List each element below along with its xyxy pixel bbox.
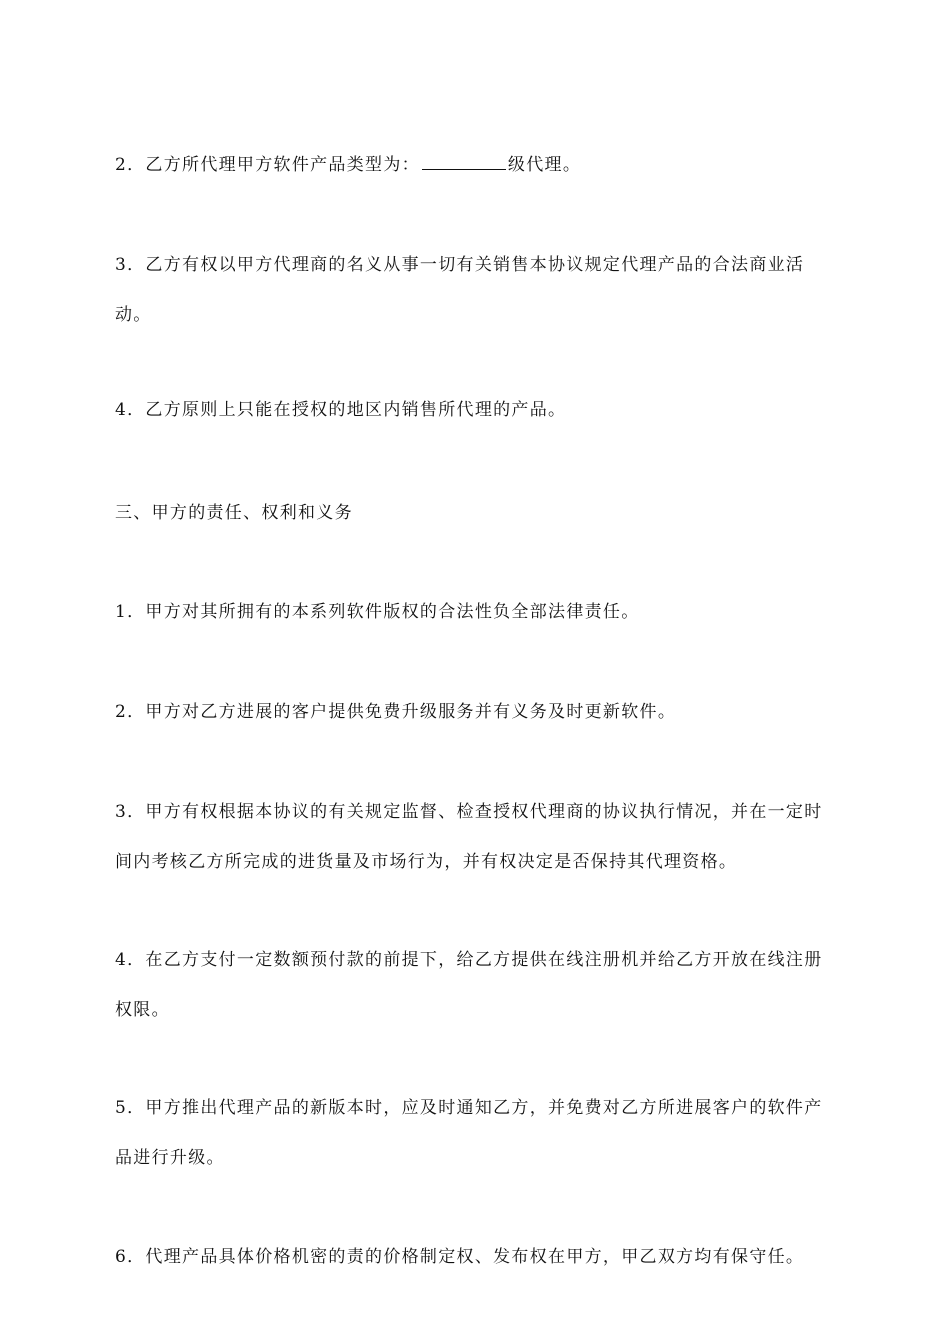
- section-3-heading: 三、甲方的责任、权利和义务: [115, 503, 353, 523]
- clause-a4-registration: 4．在乙方支付一定数额预付款的前提下，给乙方提供在线注册机并给乙方开放在线注册权限。: [115, 950, 823, 1020]
- clause-2-agency-type: [115, 140, 840, 190]
- clause-a3-supervision: 3．甲方有权根据本协议的有关规定监督、检查授权代理商的协议执行情况，并在一定时间内考核乙方所完成的进货量及市场行为，并有权决定是否保持其代理资格。: [115, 802, 823, 872]
- clause-2-text: 2．乙方所代理甲方软件产品类型为：: [115, 155, 420, 175]
- agency-level-blank[interactable]: [422, 155, 506, 170]
- clause-2-suffix: 级代理。: [507, 155, 582, 175]
- clause-3-rights: 3．乙方有权以甲方代理商的名义从事一切有关销售本协议规定代理产品的合法商业活动。: [115, 255, 805, 325]
- clause-a2-upgrade: 2．甲方对乙方进展的客户提供免费升级服务并有义务及时更新软件。: [115, 702, 677, 722]
- clause-a6-pricing: 6．代理产品具体价格机密的责的价格制定权、发布权在甲方，甲乙双方均有保守任。: [115, 1247, 805, 1267]
- clause-a1-copyright: 1．甲方对其所拥有的本系列软件版权的合法性负全部法律责任。: [115, 602, 640, 622]
- clause-a5-new-version: 5．甲方推出代理产品的新版本时，应及时通知乙方，并免费对乙方所进展客户的软件产品进行升级。: [115, 1098, 823, 1168]
- clause-4-region: 4．乙方原则上只能在授权的地区内销售所代理的产品。: [115, 400, 567, 420]
